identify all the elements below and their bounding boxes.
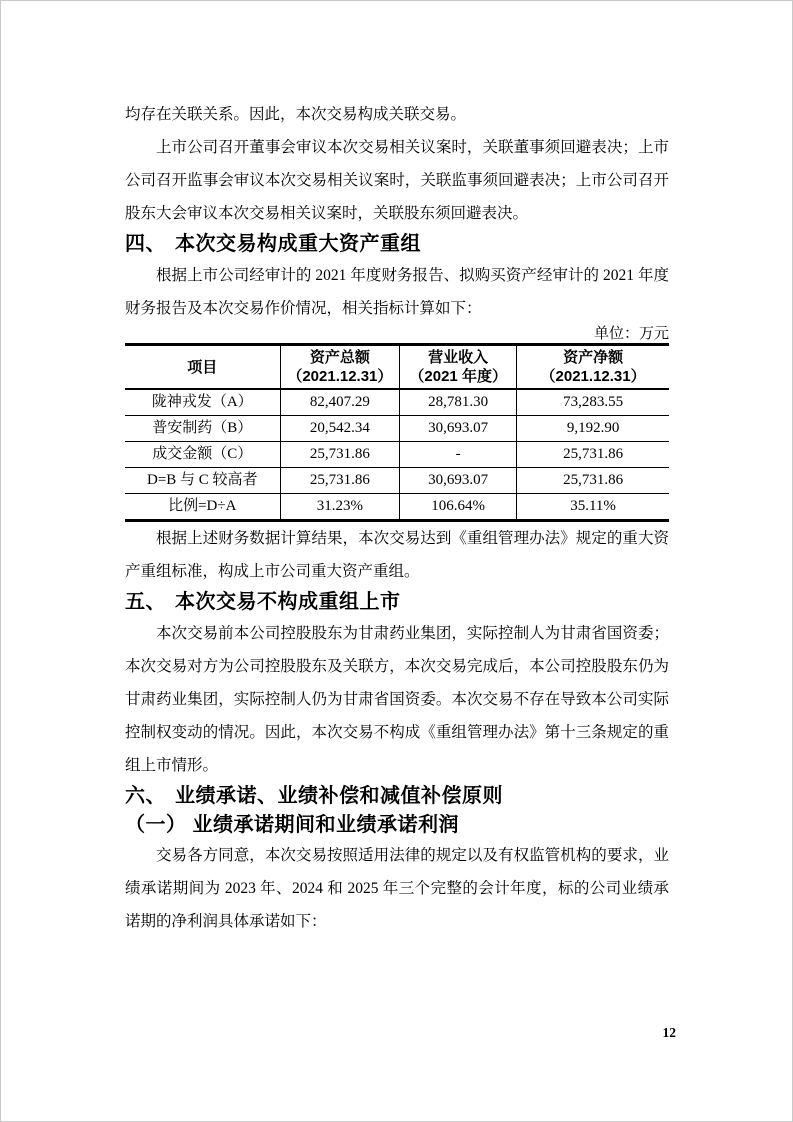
section-5-heading [125,588,669,617]
subsection-1-heading [125,811,669,839]
section-4-conclusion-paragraph: 根据上述财务数据计算结果，本次交易达到《重组管理办法》规定的重大资产重组标准，构成上市公司重大资产重组。 [125,530,669,580]
section-4-heading [125,230,669,259]
column-header-total-assets [280,345,400,390]
column-header-item-title: 项目 [187,358,218,376]
column-header-net-assets-title: 资产净额 [563,349,624,366]
cell-net-assets: 25,731.86 [517,442,669,468]
column-header-item [125,345,280,390]
table-row [125,494,669,521]
subsection-1-title: 业绩承诺期间和业绩承诺利润 [192,814,459,836]
section-4-number: 四、 [125,233,166,255]
page-number: 12 [662,1025,676,1040]
column-header-revenue-title: 营业收入 [428,349,489,366]
section-5-title: 本次交易不构成重组上市 [175,591,401,613]
cell-total-assets: 25,731.86 [280,468,400,494]
column-header-net-assets-date: （2021.12.31） [540,368,646,385]
table-row [125,442,669,468]
cell-total-assets: 20,542.34 [280,416,400,442]
column-header-revenue-date: （2021 年度） [409,368,507,385]
section-5-number: 五、 [125,591,166,613]
table-header-row [125,345,669,390]
row-label: 成交金额（C） [125,442,280,468]
cell-net-assets: 73,283.55 [517,389,669,416]
column-header-total-assets-date: （2021.12.31） [287,368,393,385]
table-unit-note: 单位：万元 [593,326,669,342]
table-row [125,389,669,416]
row-label: D=B 与 C 较高者 [125,468,280,494]
column-header-total-assets-title: 资产总额 [309,349,370,366]
column-header-revenue [400,345,517,390]
cell-net-assets: 25,731.86 [517,468,669,494]
section-6-title: 业绩承诺、业绩补偿和减值补偿原则 [175,785,503,807]
table-row [125,416,669,442]
row-label: 比例=D÷A [125,494,280,521]
subsection-1-number: （一） [125,814,187,836]
cell-total-assets: 25,731.86 [280,442,400,468]
carryover-paragraph: 均存在关联关系。因此，本次交易构成关联交易。 [125,106,467,123]
cell-revenue: 30,693.07 [400,416,517,442]
subsection-1-paragraph: 交易各方同意，本次交易按照适用法律的规定以及有权监管机构的要求，业绩承诺期间为 2023 年、2024 和 2025 年三个完整的会计年度，标的公司业绩承诺期的净利润具体承诺如下： [125,847,669,930]
voting-avoidance-paragraph: 上市公司召开董事会审议本次交易相关议案时，关联董事须回避表决；上市公司召开监事会审议本次交易相关议案时，关联监事须回避表决；上市公司召开股东大会审议本次交易相关议案时，关联股东须回避表决。 [125,139,669,222]
cell-revenue: 106.64% [400,494,517,521]
section-5-paragraph: 本次交易前本公司控股股东为甘肃药业集团，实际控制人为甘肃省国资委；本次交易对方为公司控股股东及关联方，本次交易完成后，本公司控股股东仍为甘肃药业集团，实际控制人仍为甘肃省国资委。本次交易不存在导致本公司实际控制权变动的情况。因此，本次交易不构成《重组管理办法》第十三条规定的重组上市情形。 [125,625,669,774]
column-header-net-assets [517,345,669,390]
cell-revenue: 28,781.30 [400,389,517,416]
section-4-intro-paragraph: 根据上市公司经审计的 2021 年度财务报告、拟购买资产经审计的 2021 年度财务报告及本次交易作价情况，相关指标计算如下： [125,267,669,317]
cell-revenue: - [400,442,517,468]
row-label: 陇神戎发（A） [125,389,280,416]
cell-total-assets: 31.23% [280,494,400,521]
cell-total-assets: 82,407.29 [280,389,400,416]
section-4-title: 本次交易构成重大资产重组 [175,233,421,255]
cell-net-assets: 35.11% [517,494,669,521]
restructuring-indicator-table [125,343,669,522]
row-label: 普安制药（B） [125,416,280,442]
cell-revenue: 30,693.07 [400,468,517,494]
table-row [125,468,669,494]
section-6-number: 六、 [125,785,166,807]
cell-net-assets: 9,192.90 [517,416,669,442]
section-6-heading [125,782,669,811]
